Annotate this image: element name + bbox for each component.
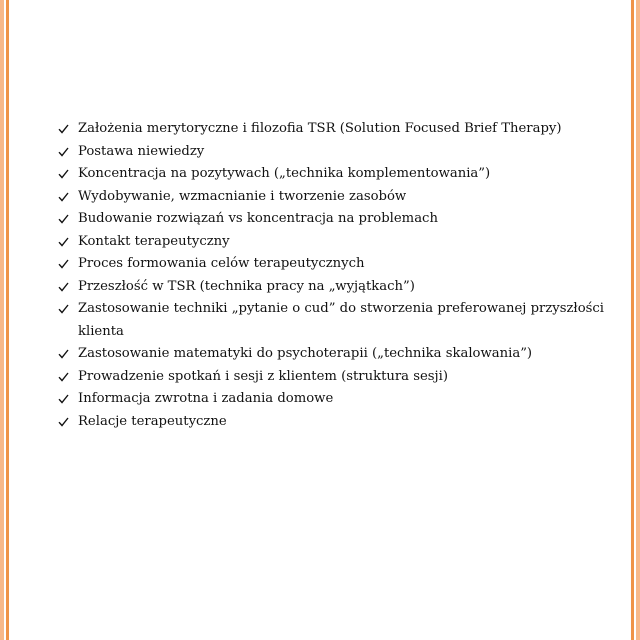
check-icon (56, 253, 70, 276)
list-item-text: Przeszłość w TSR (technika pracy na „wyjątkach”) (78, 278, 415, 294)
check-icon (56, 208, 70, 231)
list-item-text: Relacje terapeutyczne (78, 413, 227, 429)
list-item-text: Kontakt terapeutyczny (78, 233, 230, 249)
check-icon (56, 366, 70, 389)
page-border-right-inner (631, 0, 634, 640)
list-item-text: Wydobywanie, wzmacnianie i tworzenie zasobów (78, 188, 407, 204)
list-item (56, 186, 606, 209)
list-item-text: Prowadzenie spotkań i sesji z klientem (struktura sesji) (78, 368, 449, 384)
list-item (56, 298, 606, 343)
list-item (56, 141, 606, 164)
list-item-text: Budowanie rozwiązań vs koncentracja na problemach (78, 211, 438, 226)
list-item (56, 276, 606, 299)
page-border-left-inner (6, 0, 9, 640)
check-icon (56, 388, 70, 411)
list-item-text: Informacja zwrotna i zadania domowe (78, 391, 334, 406)
check-icon (56, 276, 70, 299)
list-item-text: Proces formowania celów terapeutycznych (78, 256, 365, 271)
page-border-right-outer (636, 0, 640, 640)
list-item-text: Zastosowanie techniki „pytanie o cud” do stworzenia preferowanej przyszłości klienta (78, 301, 605, 339)
list-item (56, 208, 606, 231)
list-item (56, 118, 606, 141)
check-icon (56, 186, 70, 209)
topic-checklist (56, 118, 606, 433)
list-item (56, 411, 606, 434)
check-icon (56, 343, 70, 366)
check-icon (56, 163, 70, 186)
list-item (56, 388, 606, 411)
list-item-text: Koncentracja na pozytywach („technika komplementowania”) (78, 166, 491, 181)
check-icon (56, 141, 70, 164)
list-item-text: Postawa niewiedzy (78, 143, 205, 159)
list-item (56, 253, 606, 276)
check-icon (56, 118, 70, 141)
list-item-text: Założenia merytoryczne i filozofia TSR (Solution Focused Brief Therapy) (78, 121, 562, 136)
list-item (56, 343, 606, 366)
page-border-left-outer (0, 0, 4, 640)
document-body (56, 118, 606, 433)
list-item (56, 366, 606, 389)
check-icon (56, 411, 70, 434)
list-item-text: Zastosowanie matematyki do psychoterapii („technika skalowania”) (78, 346, 533, 361)
list-item (56, 163, 606, 186)
check-icon (56, 231, 70, 254)
list-item (56, 231, 606, 254)
check-icon (56, 298, 70, 321)
